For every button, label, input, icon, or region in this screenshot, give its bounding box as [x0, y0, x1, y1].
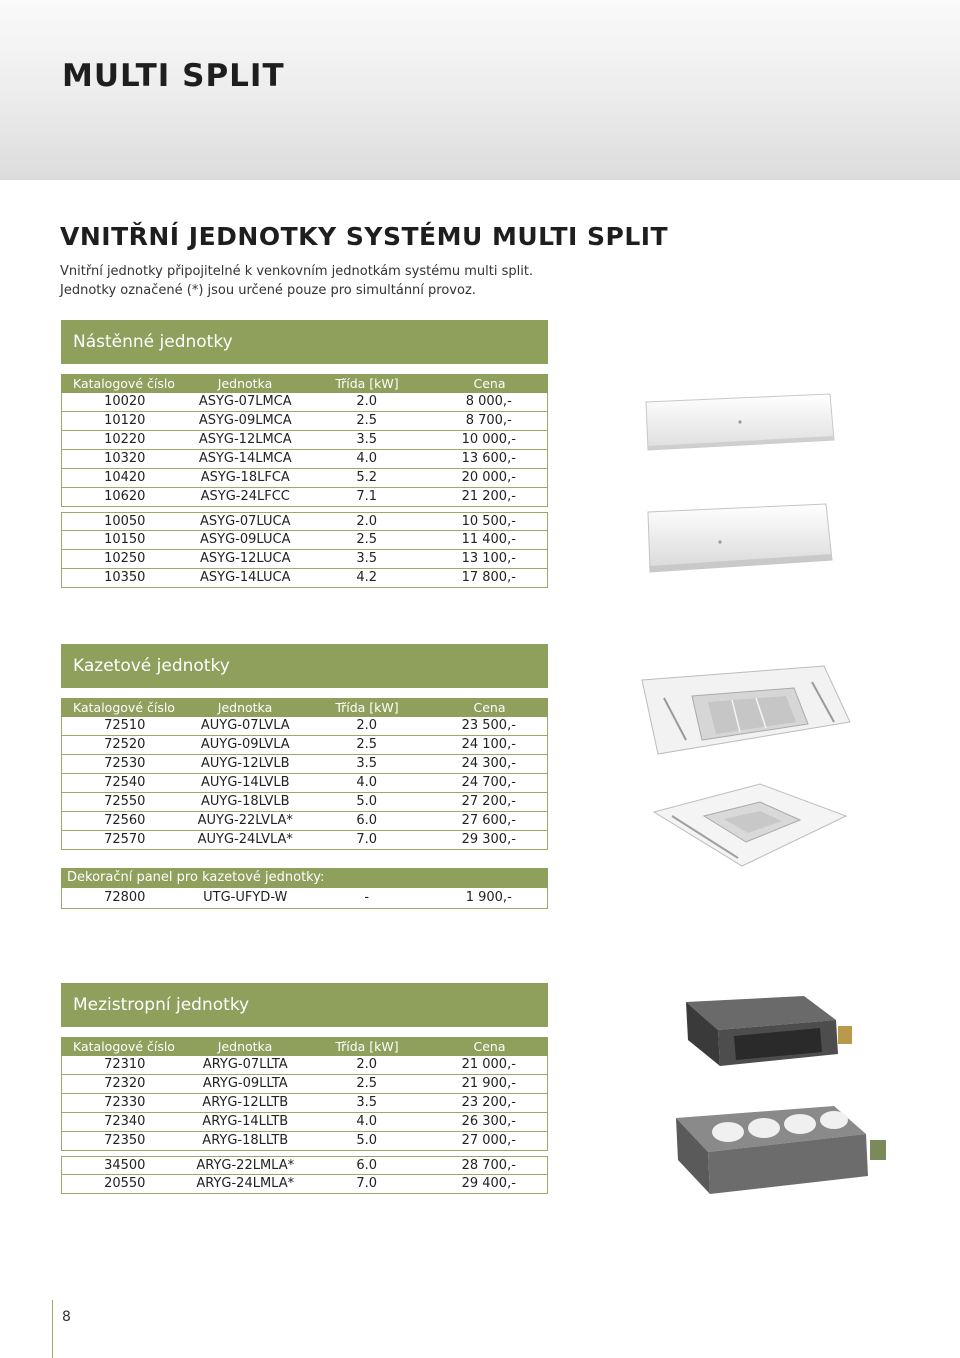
decor-panel-row: [61, 888, 548, 909]
cell-unit: ASYG-07LMCA: [198, 394, 292, 409]
cell-catalog-number: 10050: [104, 514, 146, 529]
column-header-price: Cena: [473, 376, 506, 391]
cell-class: 5.0: [356, 1133, 378, 1148]
cell-catalog-number: 72540: [104, 775, 146, 790]
cell-catalog-number: 72520: [104, 737, 146, 752]
cell-catalog-number: 34500: [104, 1158, 146, 1173]
cell-unit: ASYG-14LUCA: [200, 570, 291, 585]
duct-units-heading: Mezistropní jednotky: [61, 983, 548, 1027]
cell-class: 3.5: [356, 551, 378, 566]
table-row: [61, 736, 548, 755]
cell-price: 24 100,-: [461, 737, 516, 752]
section-title: VNITŘNÍ JEDNOTKY SYSTÉMU MULTI SPLIT: [60, 222, 669, 251]
cell-catalog-number: 10320: [104, 451, 146, 466]
cell-catalog-number: 72330: [104, 1095, 146, 1110]
cell-catalog-number: 10620: [104, 489, 146, 504]
cell-price: 8 700,-: [465, 413, 512, 428]
column-header-price: Cena: [473, 700, 506, 715]
cell-price: 11 400,-: [461, 532, 516, 547]
column-header-unit: Jednotka: [217, 376, 273, 391]
cell-unit: AUYG-09LVLA: [200, 737, 290, 752]
cell-unit: ASYG-12LMCA: [198, 432, 292, 447]
cell-class: 3.5: [356, 1095, 378, 1110]
cell-price: 13 600,-: [461, 451, 516, 466]
cell-catalog-number: 10250: [104, 551, 146, 566]
cell-unit: ARYG-22LMLA*: [196, 1158, 295, 1173]
cell-class: 3.5: [356, 432, 378, 447]
cell-catalog-number: 72530: [104, 756, 146, 771]
cell-class: 6.0: [356, 813, 378, 828]
table-row: [61, 488, 548, 507]
page-header-title: MULTI SPLIT: [62, 58, 285, 94]
cell-class: 4.0: [356, 775, 378, 790]
decor-panel-class: -: [364, 890, 370, 905]
cell-unit: ARYG-09LLTA: [202, 1076, 288, 1091]
column-header-price: Cena: [473, 1039, 506, 1054]
table-row: [61, 569, 548, 588]
cell-price: 27 200,-: [461, 794, 516, 809]
cell-price: 27 600,-: [461, 813, 516, 828]
cell-catalog-number: 10150: [104, 532, 146, 547]
cell-unit: AUYG-24LVLA*: [197, 832, 293, 847]
table-header-row: [61, 374, 548, 393]
cell-price: 27 000,-: [461, 1133, 516, 1148]
cassette-units-heading: Kazetové jednotky: [61, 644, 548, 688]
cell-catalog-number: 10220: [104, 432, 146, 447]
cell-catalog-number: 10120: [104, 413, 146, 428]
cell-unit: AUYG-07LVLA: [200, 718, 290, 733]
intro-line-2: Jednotky označené (*) jsou určené pouze pro simultánní provoz.: [60, 283, 476, 298]
cell-price: 23 200,-: [461, 1095, 516, 1110]
wall-unit-lmca-image: [640, 388, 840, 458]
column-header-class: Třída [kW]: [335, 700, 399, 715]
decor-panel-price: 1 900,-: [465, 890, 512, 905]
cell-catalog-number: 10350: [104, 570, 146, 585]
table-row: [61, 1132, 548, 1151]
intro-text: [60, 262, 533, 300]
wall-units-table: [61, 374, 548, 588]
cell-class: 2.5: [356, 737, 378, 752]
column-header-class: Třída [kW]: [335, 376, 399, 391]
page-number-rule: [52, 1300, 53, 1358]
cell-catalog-number: 10420: [104, 470, 146, 485]
table-row: [61, 1056, 548, 1075]
cell-class: 2.0: [356, 514, 378, 529]
duct-units-table: [61, 1037, 548, 1194]
cell-class: 7.0: [356, 1176, 378, 1191]
cell-class: 4.2: [356, 570, 378, 585]
cell-class: 2.5: [356, 413, 378, 428]
table-row: [61, 812, 548, 831]
cell-price: 8 000,-: [465, 394, 512, 409]
cell-unit: ARYG-24LMLA*: [196, 1176, 295, 1191]
cassette-unit-image-1: [636, 662, 856, 762]
cell-unit: AUYG-14LVLB: [200, 775, 290, 790]
cell-catalog-number: 72560: [104, 813, 146, 828]
cell-class: 5.2: [356, 470, 378, 485]
column-header-unit: Jednotka: [217, 1039, 273, 1054]
table-header-row: [61, 1037, 548, 1056]
table-row: [61, 831, 548, 850]
cell-catalog-number: 72310: [104, 1057, 146, 1072]
cell-price: 13 100,-: [461, 551, 516, 566]
cell-unit: ARYG-14LLTB: [202, 1114, 289, 1129]
cell-class: 2.5: [356, 1076, 378, 1091]
cell-unit: ASYG-14LMCA: [198, 451, 292, 466]
cell-unit: ASYG-24LFCC: [200, 489, 290, 504]
cell-catalog-number: 72350: [104, 1133, 146, 1148]
table-row: [61, 412, 548, 431]
cassette-units-table: [61, 698, 548, 850]
cell-price: 21 000,-: [461, 1057, 516, 1072]
cell-price: 29 300,-: [461, 832, 516, 847]
cell-unit: ARYG-18LLTB: [202, 1133, 289, 1148]
table-row: [61, 1113, 548, 1132]
column-header-catalog: Katalogové číslo: [73, 700, 175, 715]
cell-class: 7.0: [356, 832, 378, 847]
cassette-unit-image-2: [650, 772, 850, 872]
column-header-class: Třída [kW]: [335, 1039, 399, 1054]
cell-unit: ARYG-07LLTA: [202, 1057, 288, 1072]
cell-class: 2.0: [356, 394, 378, 409]
cell-catalog-number: 10020: [104, 394, 146, 409]
cell-unit: ASYG-12LUCA: [200, 551, 291, 566]
table-row: [61, 450, 548, 469]
decor-panel-heading: Dekorační panel pro kazetové jednotky:: [61, 868, 548, 888]
cell-class: 4.0: [356, 1114, 378, 1129]
cell-catalog-number: 72320: [104, 1076, 146, 1091]
cell-unit: ASYG-09LMCA: [198, 413, 292, 428]
cell-price: 21 900,-: [461, 1076, 516, 1091]
page-number: 8: [62, 1309, 71, 1325]
cell-class: 7.1: [356, 489, 378, 504]
column-header-catalog: Katalogové číslo: [73, 1039, 175, 1054]
cell-class: 4.0: [356, 451, 378, 466]
cell-class: 2.0: [356, 718, 378, 733]
cell-price: 10 500,-: [461, 514, 516, 529]
cell-price: 17 800,-: [461, 570, 516, 585]
cell-unit: AUYG-22LVLA*: [197, 813, 293, 828]
table-row: [61, 755, 548, 774]
wall-unit-luca-image: [640, 500, 840, 580]
table-row: [61, 793, 548, 812]
cell-catalog-number: 72510: [104, 718, 146, 733]
duct-unit-image-2: [666, 1100, 896, 1200]
cell-catalog-number: 72340: [104, 1114, 146, 1129]
decor-panel-catalog: 72800: [104, 890, 146, 905]
cell-class: 6.0: [356, 1158, 378, 1173]
cell-unit: AUYG-12LVLB: [200, 756, 290, 771]
cell-price: 10 000,-: [461, 432, 516, 447]
table-row: [61, 469, 548, 488]
cell-catalog-number: 72570: [104, 832, 146, 847]
cell-class: 5.0: [356, 794, 378, 809]
column-header-unit: Jednotka: [217, 700, 273, 715]
cell-unit: ASYG-18LFCA: [200, 470, 290, 485]
table-row: [61, 431, 548, 450]
table-row: [61, 717, 548, 736]
table-row: [61, 1175, 548, 1194]
table-row: [61, 774, 548, 793]
cell-price: 24 300,-: [461, 756, 516, 771]
decor-panel-unit: UTG-UFYD-W: [203, 890, 288, 905]
cell-unit: ARYG-12LLTB: [202, 1095, 289, 1110]
cell-price: 24 700,-: [461, 775, 516, 790]
table-row: [61, 531, 548, 550]
intro-line-1: Vnitřní jednotky připojitelné k venkovním jednotkám systému multi split.: [60, 264, 534, 279]
cell-price: 20 000,-: [461, 470, 516, 485]
table-row: [61, 512, 548, 531]
table-row: [61, 1094, 548, 1113]
table-row: [61, 1156, 548, 1175]
cell-price: 29 400,-: [461, 1176, 516, 1191]
cell-unit: AUYG-18LVLB: [200, 794, 290, 809]
cell-price: 23 500,-: [461, 718, 516, 733]
cell-unit: ASYG-07LUCA: [200, 514, 291, 529]
cell-class: 2.0: [356, 1057, 378, 1072]
cell-class: 2.5: [356, 532, 378, 547]
cell-unit: ASYG-09LUCA: [200, 532, 291, 547]
cell-price: 28 700,-: [461, 1158, 516, 1173]
table-row: [61, 393, 548, 412]
cell-catalog-number: 20550: [104, 1176, 146, 1191]
cell-price: 26 300,-: [461, 1114, 516, 1129]
wall-units-heading: Nástěnné jednotky: [61, 320, 548, 364]
cell-price: 21 200,-: [461, 489, 516, 504]
duct-unit-image-1: [680, 990, 870, 1070]
table-header-row: [61, 698, 548, 717]
cell-catalog-number: 72550: [104, 794, 146, 809]
table-row: [61, 1075, 548, 1094]
column-header-catalog: Katalogové číslo: [73, 376, 175, 391]
table-row: [61, 550, 548, 569]
cell-class: 3.5: [356, 756, 378, 771]
